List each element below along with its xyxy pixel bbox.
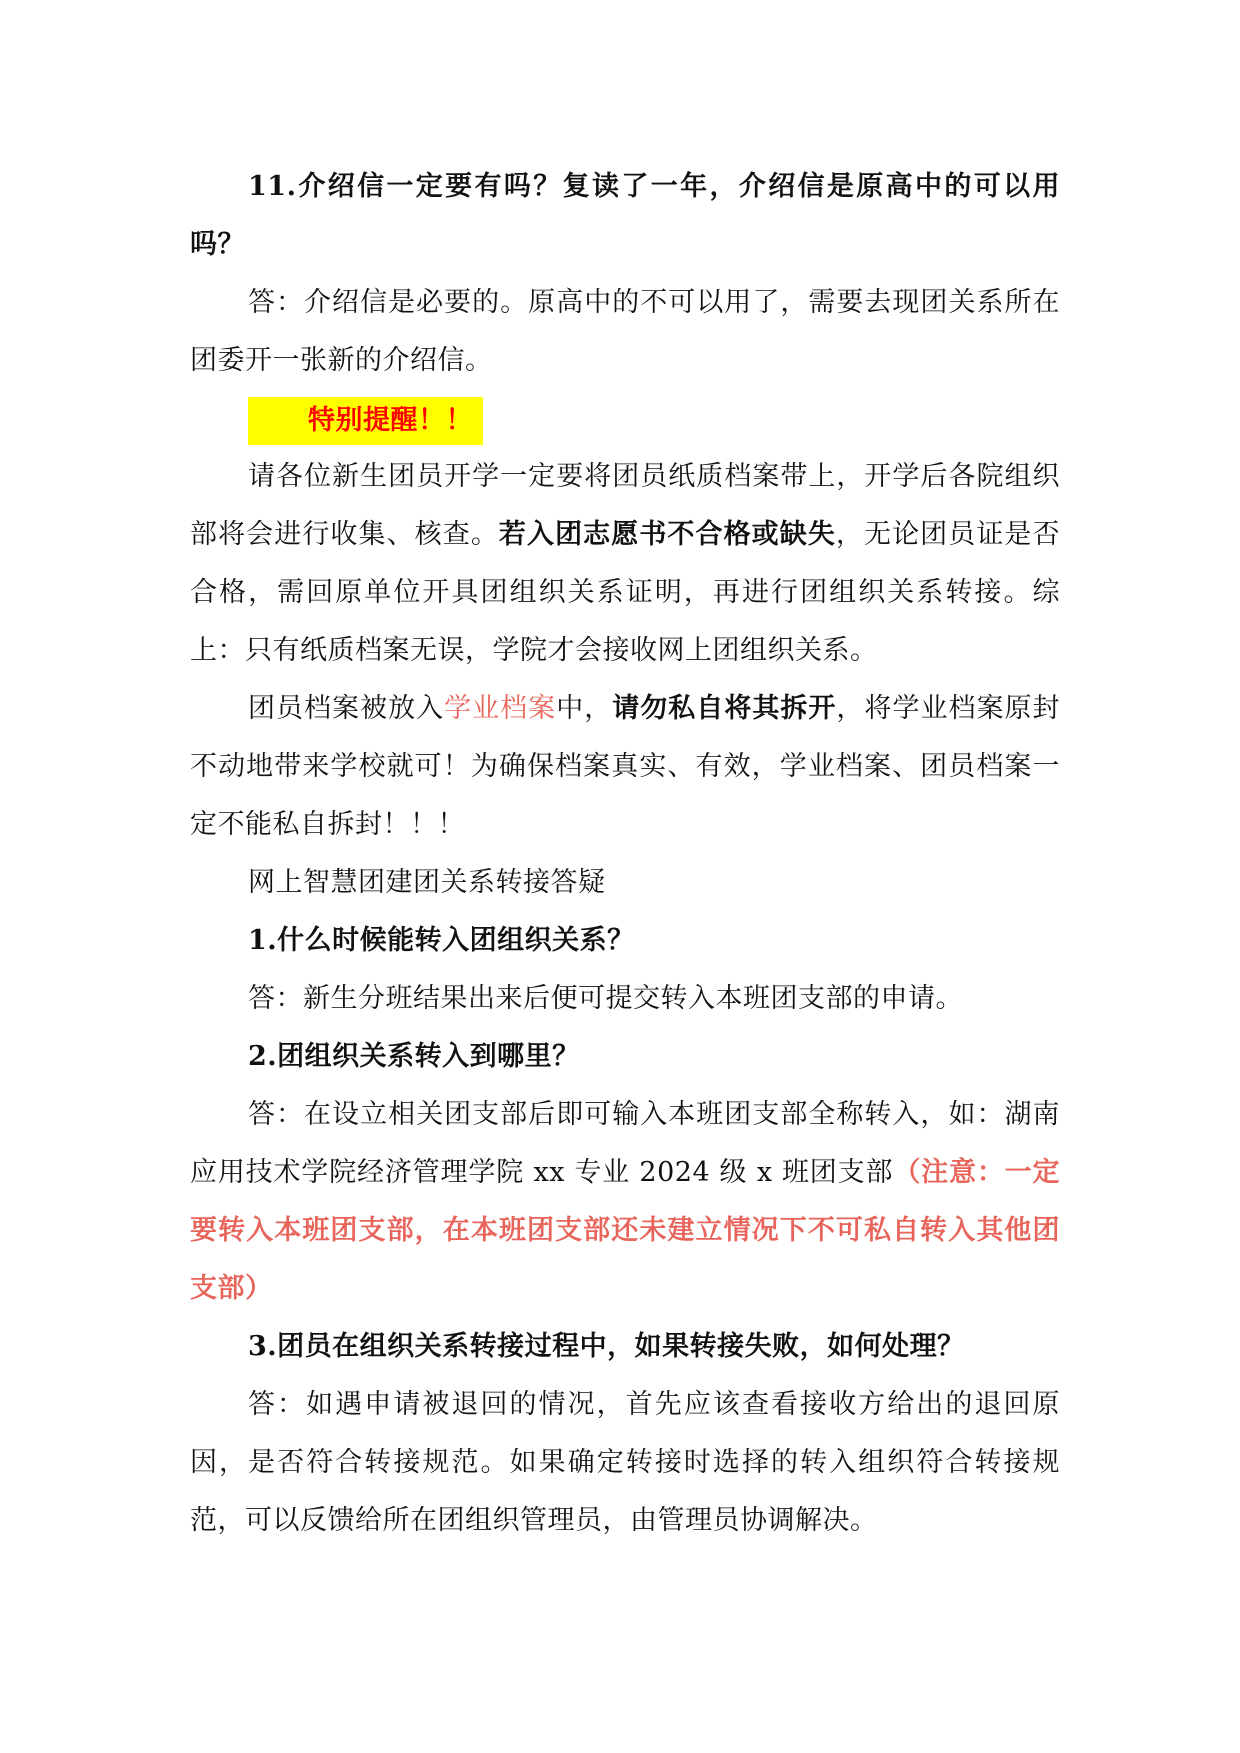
special-reminder-badge: 特别提醒！！ [248,397,483,445]
reminder-p1-bold: 若入团志愿书不合格或缺失 [498,519,836,550]
reminder-paragraph-2 [190,680,1060,854]
reminder-p1-text-a: 请各位新生团员开学一定要将团员纸质档案带上，开学后各院组织部将会进行收集、核查。 [190,461,1060,550]
reminder-p2-text-a: 团员档案被放入 [248,693,445,724]
faq-answer-2 [190,1086,1060,1318]
faq-question-1: 1.什么时候能转入团组织关系？ [248,925,635,956]
reminder-paragraph-1 [190,448,1060,680]
faq-answer-1: 答：新生分班结果出来后便可提交转入本班团支部的申请。 [248,983,963,1014]
question-11: 11.介绍信一定要有吗？复读了一年，介绍信是原高中的可以用吗？ [190,171,1060,260]
faq-heading: 网上智慧团建团关系转接答疑 [248,867,606,898]
reminder-p2-text-c: ，将学业档案原封不动地带来学校就可！为确保档案真实、有效，学业档案、团员档案一定不能私自拆封！！！ [190,693,1061,840]
faq-answer-3: 答：如遇申请被退回的情况，首先应该查看接收方给出的退回原因，是否符合转接规范。如果确定转接时选择的转入组织符合转接规范，可以反馈给所在团组织管理员，由管理员协调解决。 [190,1389,1060,1536]
reminder-p2-text-b: 中， [556,693,613,724]
answer-11: 答：介绍信是必要的。原高中的不可以用了，需要去现团关系所在团委开一张新的介绍信。 [190,287,1060,376]
faq-answer-2-text: 答：在设立相关团支部后即可输入本班团支部全称转入，如：湖南应用技术学院经济管理学院 xx 专业 2024 级 x 班团支部 [190,1099,1060,1188]
special-reminder-row [190,390,1060,448]
faq-question-3: 3.团员在组织关系转接过程中，如果转接失败，如何处理？ [248,1331,965,1362]
reminder-p2-bold: 请勿私自将其拆开 [612,693,837,724]
reminder-p1-text-b: ，无论团员证是否合格，需回原单位开具团组织关系证明，再进行团组织关系转接。综上：只有纸质档案无误，学院才会接收网上团组织关系。 [190,519,1061,666]
faq-question-2: 2.团组织关系转入到哪里？ [248,1041,580,1072]
reminder-p2-highlight: 学业档案 [444,693,557,724]
document-page [190,158,1060,1550]
faq-answer-2-note: （注意：一定要转入本班团支部，在本班团支部还未建立情况下不可私自转入其他团支部） [190,1157,1061,1304]
